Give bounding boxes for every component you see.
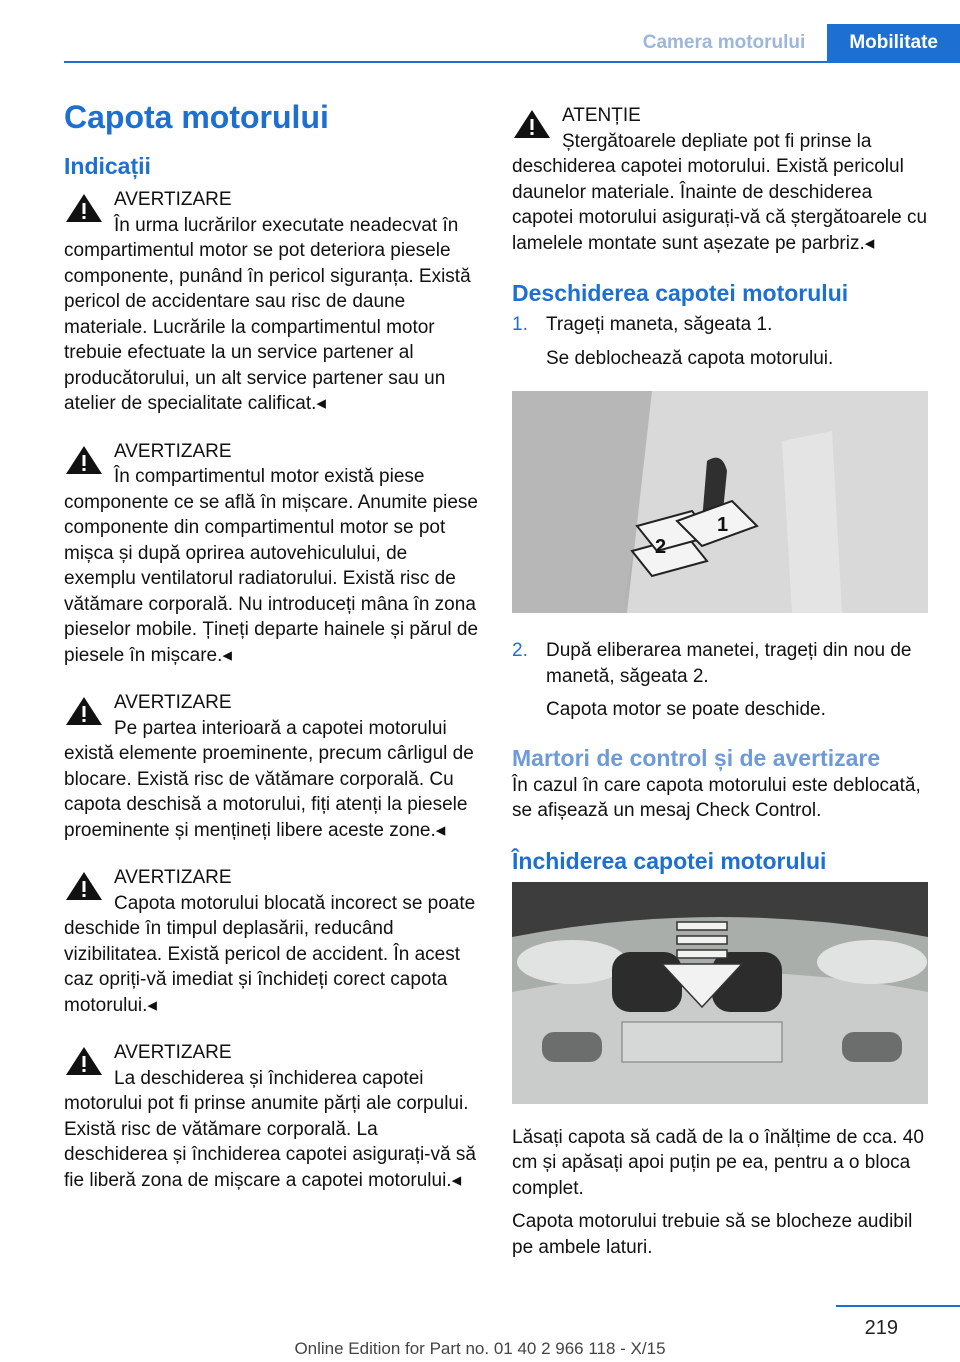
warning-title: AVERTIZARE [114, 692, 232, 713]
hood-release-lever-image [512, 391, 928, 613]
warning-title: AVERTIZARE [114, 1042, 232, 1063]
warning-text: Capota motorului blocată incorect se poate deschide în timpul deplasării, reducând vizibilitatea. Există pericol de accident. În acest caz opriți-vă imediat și închideți corect capota motorului.◂ [64, 892, 476, 1016]
warning-text: Pe partea interioară a capotei motorului există elemente proeminente, precum cârligul de blocare. Există risc de vătămare corporală. Cu capota deschisă a motorului, fiți atenți la piesele proeminente și mențineți libere aceste zone.◂ [64, 717, 474, 841]
page-number: 219 [864, 1317, 898, 1339]
header-rule [64, 61, 960, 63]
warning-text: În compartimentul motor există piese componente ce se află în mișcare. Anumite piese componente din compartimentul motor se pot mișca și după oprirea autovehiculului, de exemplu ventilatorul radiatorului. Există risc de vătămare corporală. Nu introduceți mâna în zona pieselor mobile. Țineți departe hainele și părul de piesele în mișcare.◂ [64, 466, 479, 666]
attention-block [512, 103, 928, 256]
step-number: 1. [512, 314, 528, 335]
hood-closing-image [512, 882, 928, 1104]
warning-title: AVERTIZARE [114, 867, 232, 888]
warning-block [64, 1040, 479, 1193]
warning-block [64, 187, 479, 417]
arrow-label-2: 2 [655, 536, 667, 558]
warning-block [64, 439, 479, 669]
tab-mobilitate[interactable]: Mobilitate [827, 24, 960, 62]
step-result: Capota motor se poate deschide. [546, 699, 826, 720]
warning-text: În urma lucrărilor executate neadecvat în compartimentul motor se pot deteriora piesele componente, punând în pericol siguranța. Există pericol de accidentare sau risc de daune materiale. Lucrările la compartimentul motor trebuie efectuate la un service partener al producătorului, un alt service partener sau un atelier de specialitate calificat.◂ [64, 214, 471, 414]
attention-text: Ștergătoarele depliate pot fi prinse la deschiderea capotei motorului. Există pericolul daunelor materiale. Înainte de deschiderea capotei motorului asigurați-vă că ștergătoarele cu lamelele montate sunt așezate pe parbriz.◂ [512, 130, 928, 254]
step-number: 2. [512, 640, 528, 661]
section-heading-opening: Deschiderea capotei motorului [512, 280, 849, 306]
footer-rule [836, 1305, 960, 1307]
warning-triangle-icon [512, 107, 552, 141]
section-heading-closing: Închiderea capotei motorului [512, 847, 827, 874]
arrow-label-1: 1 [717, 514, 729, 536]
warning-triangle-icon [64, 1044, 104, 1078]
closing-text-2: Capota motorului trebuie să se blocheze audibil pe ambele laturi. [512, 1211, 913, 1258]
warning-title: AVERTIZARE [114, 189, 232, 210]
closing-text-1: Lăsați capota să cadă de la o înălțime de cca. 40 cm și apăsați apoi puțin pe ea, pentru a o bloca complet. [512, 1126, 924, 1199]
page-title: Capota motorului [64, 99, 329, 135]
attention-title: ATENȚIE [562, 105, 641, 126]
step-text: Trageți maneta, săgeata 1. [546, 314, 773, 335]
warning-block [64, 865, 479, 1018]
right-column [512, 103, 928, 1260]
section-heading-indicators: Martori de control și de avertizare [512, 744, 881, 771]
warning-triangle-icon [64, 869, 104, 903]
step-item [512, 638, 928, 723]
warning-block [64, 690, 479, 843]
header-tabs [621, 24, 960, 62]
warning-triangle-icon [64, 191, 104, 225]
step-result: Se deblochează capota motorului. [546, 347, 834, 369]
step-item [512, 312, 928, 371]
edition-footer: Online Edition for Part no. 01 40 2 966 118 - X/15 [294, 1339, 666, 1358]
section-heading-indicatii: Indicații [64, 153, 151, 179]
warning-title: AVERTIZARE [114, 440, 232, 462]
left-column [64, 95, 479, 1215]
warning-text: La deschiderea și închiderea capotei motorului pot fi prinse anumite părți ale corpului. Există risc de vătămare corporală. La deschiderea și închiderea capotei asigurați-vă să fie liberă zona de mișcare a capotei motorului.◂ [64, 1067, 476, 1191]
indicators-text: În cazul în care capota motorului este deblocată, se afișează un mesaj Check Control. [512, 774, 921, 821]
tab-camera-motorului[interactable]: Camera motorului [621, 24, 828, 62]
warning-triangle-icon [64, 443, 104, 477]
opening-steps-cont [512, 638, 928, 723]
warning-triangle-icon [64, 694, 104, 728]
step-text: După eliberarea manetei, trageți din nou de manetă, săgeata 2. [546, 640, 912, 687]
opening-steps [512, 312, 928, 371]
